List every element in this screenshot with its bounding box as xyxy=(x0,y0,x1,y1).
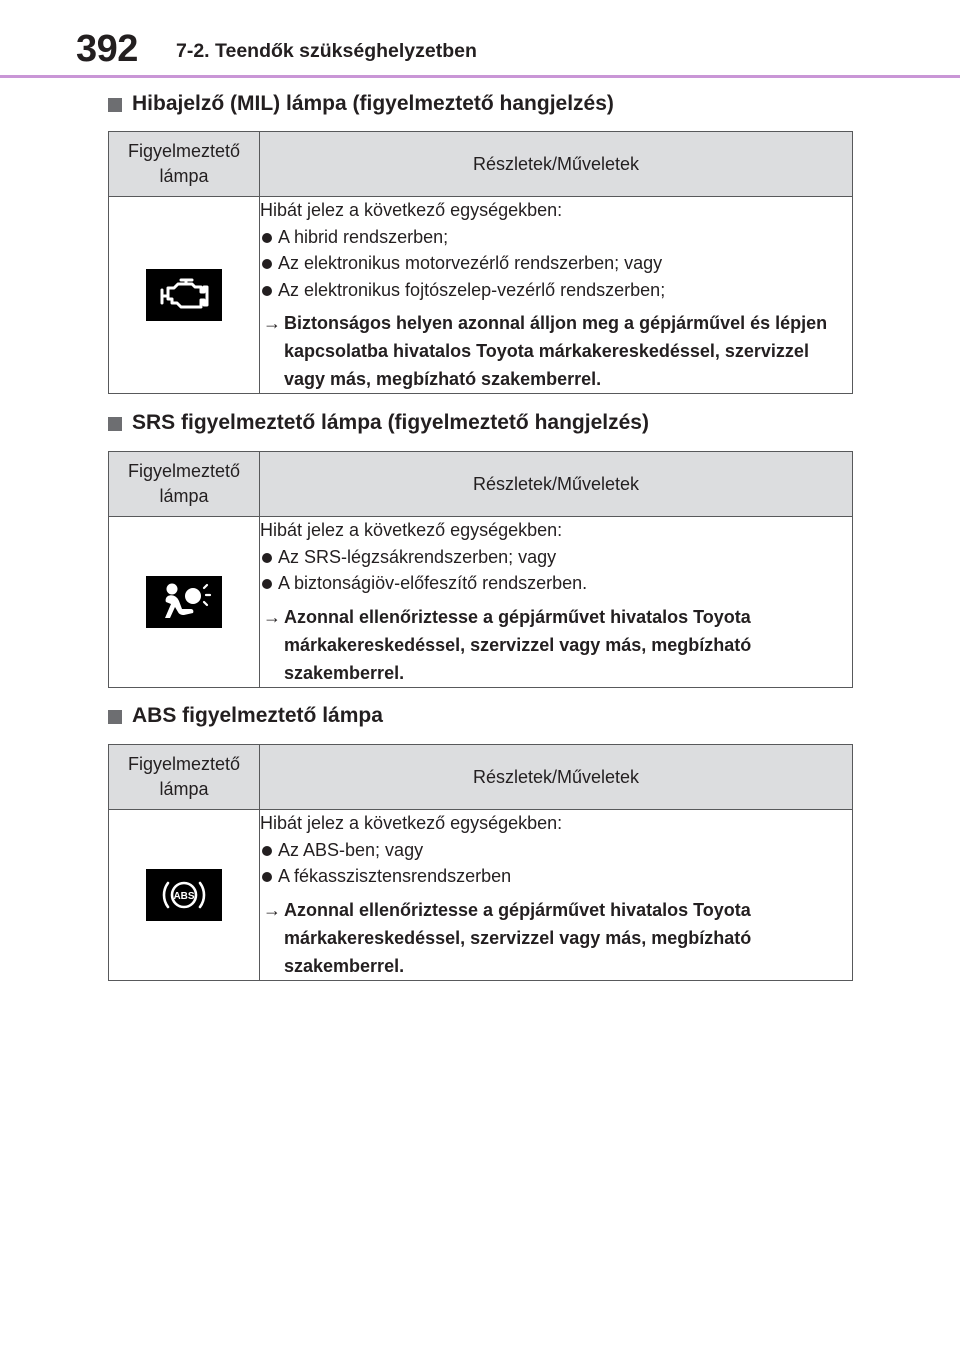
list-item: Az SRS-légzsákrendszerben; vagy xyxy=(260,544,852,571)
arrow-icon: → xyxy=(263,313,281,333)
action-instruction xyxy=(260,309,852,393)
list-item: A hibrid rendszerben; xyxy=(260,224,852,251)
bullet-icon xyxy=(262,579,272,589)
table-row xyxy=(109,197,853,394)
list-item: A biztonságiöv-előfeszítő rendszerben. xyxy=(260,570,852,597)
section-title-text: Hibajelző (MIL) lámpa (figyelmeztető hangjelzés) xyxy=(132,92,614,115)
chapter-title: 7-2. Teendők szükséghelyzetben xyxy=(176,40,477,62)
lamp-cell xyxy=(109,517,260,688)
abs-icon xyxy=(146,869,222,921)
table-row xyxy=(109,517,853,688)
table-row xyxy=(109,810,853,981)
list-item: Az elektronikus fojtószelep-vezérlő rendszerben; xyxy=(260,277,852,304)
details-intro: Hibát jelez a következő egységekben: xyxy=(260,813,563,833)
header-divider xyxy=(0,75,960,78)
bullet-icon xyxy=(262,846,272,856)
bullet-icon xyxy=(262,259,272,269)
section-title-srs xyxy=(108,411,649,435)
airbag-icon xyxy=(146,576,222,628)
section-square-icon xyxy=(108,710,122,724)
action-text: Biztonságos helyen azonnal álljon meg a gépjárművel és lépjen kapcsolatba hivatalos Toyota márkakereskedéssel, szervizzel vagy más, megbízható szakemberrel. xyxy=(284,313,828,389)
lamp-column-header: Figyelmeztető lámpa xyxy=(109,452,260,517)
action-text: Azonnal ellenőriztesse a gépjárművet hivatalos Toyota márkakereskedéssel, szervizzel vagy más, megbízható szakemberrel. xyxy=(284,899,752,976)
lamp-column-header: Figyelmeztető lámpa xyxy=(109,745,260,810)
details-column-header: Részletek/Műveletek xyxy=(260,745,853,810)
details-column-header: Részletek/Műveletek xyxy=(260,132,853,197)
details-cell xyxy=(260,197,853,394)
details-cell xyxy=(260,517,853,688)
list-item: Az ABS-ben; vagy xyxy=(260,837,852,864)
section-square-icon xyxy=(108,417,122,431)
list-item: Az elektronikus motorvezérlő rendszerben; vagy xyxy=(260,250,852,277)
details-intro: Hibát jelez a következő egységekben: xyxy=(260,520,563,540)
arrow-icon: → xyxy=(263,606,281,627)
table-header-row xyxy=(109,745,853,810)
section-title-text: SRS figyelmeztető lámpa (figyelmeztető hangjelzés) xyxy=(132,411,649,434)
lamp-cell xyxy=(109,810,260,981)
section-title-text: ABS figyelmeztető lámpa xyxy=(132,704,383,727)
details-cell xyxy=(260,810,853,981)
lamp-column-header: Figyelmeztető lámpa xyxy=(109,132,260,197)
check-engine-icon xyxy=(146,269,222,321)
action-text: Azonnal ellenőriztesse a gépjárművet hivatalos Toyota márkakereskedéssel, szervizzel vagy más, megbízható szakemberrel. xyxy=(284,606,752,683)
action-instruction xyxy=(260,603,852,687)
page-number: 392 xyxy=(76,28,138,70)
page-header xyxy=(0,0,960,80)
bullet-icon xyxy=(262,233,272,243)
section-square-icon xyxy=(108,98,122,112)
action-instruction xyxy=(260,896,852,980)
details-intro: Hibát jelez a következő egységekben: xyxy=(260,200,563,220)
lamp-cell xyxy=(109,197,260,394)
arrow-icon: → xyxy=(263,899,281,920)
table-header-row xyxy=(109,452,853,517)
section-title-mil xyxy=(108,92,614,116)
bullet-icon xyxy=(262,872,272,882)
abs-table xyxy=(108,744,853,981)
mil-table xyxy=(108,131,853,394)
details-column-header: Részletek/Műveletek xyxy=(260,452,853,517)
srs-table xyxy=(108,451,853,688)
abs-icon-label: ABS xyxy=(173,890,195,902)
bullet-icon xyxy=(262,286,272,296)
section-title-abs xyxy=(108,704,383,728)
table-header-row xyxy=(109,132,853,197)
list-item: A fékasszisztensrendszerben xyxy=(260,863,852,890)
bullet-icon xyxy=(262,553,272,563)
